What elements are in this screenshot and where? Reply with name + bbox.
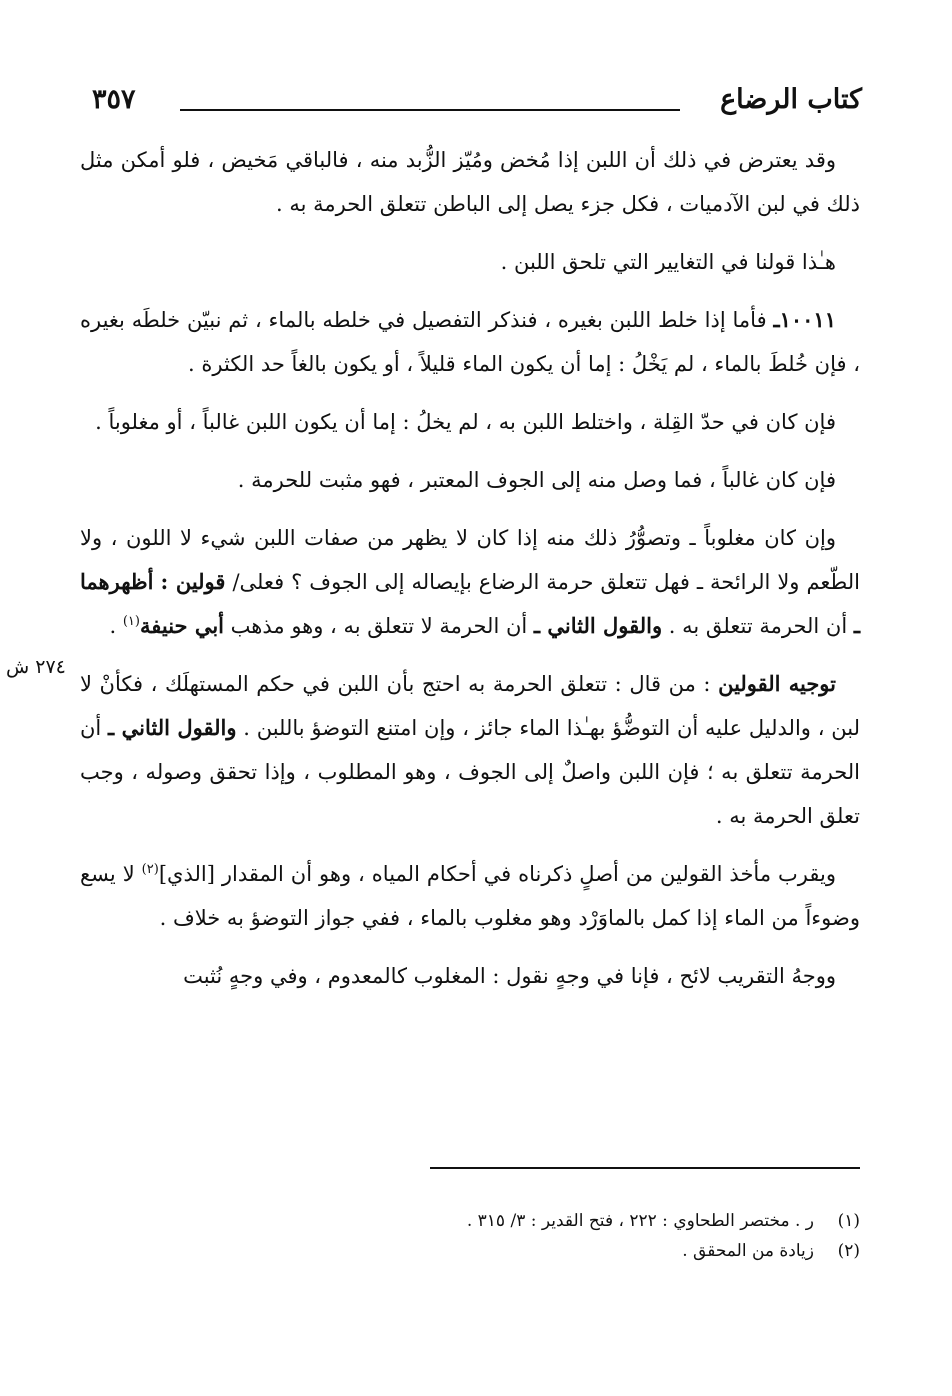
main-text xyxy=(80,138,860,1012)
paragraph-3 xyxy=(80,298,860,386)
footnote-text: ر . مختصر الطحاوي : ٢٢٢ ، فتح القدير : ٣/ ٣١٥ . xyxy=(466,1211,814,1231)
page-header xyxy=(92,82,862,122)
paragraph-6-end: . xyxy=(109,614,123,638)
paragraph-6-text-c: أن الحرمة تتعلق به . xyxy=(662,614,854,638)
footnote-2 xyxy=(90,1236,860,1266)
paragraph-6-text-d: أن الحرمة لا تتعلق به ، وهو مذهب xyxy=(224,614,534,638)
paragraph-2: هـٰذا قولنا في التغايير التي تلحق اللبن . xyxy=(500,250,836,274)
paragraph-7-text-a: : من قال : تتعلق الحرمة به احتج بأن اللبن في حكم المستهلَك ، فكأنْ لا لبن ، والدليل عليه أن التوضُّؤ بهـٰذا الماء جائز ، وإن امتنع التوضؤ باللبن . xyxy=(80,672,860,740)
header-rule xyxy=(180,109,680,111)
paragraph-8 xyxy=(80,852,860,940)
issue-number: ١٠٠١١ـ xyxy=(773,307,836,332)
paragraph-4: فإن كان في حدّ القِلة ، واختلط اللبن به ، لم يخلُ : إما أن يكون اللبن غالباً ، أو مغلوباً . xyxy=(95,410,836,434)
bold-term-azharuhuma: أظهرهما ـ xyxy=(80,569,860,638)
paragraph-7 xyxy=(80,662,860,838)
paragraph-8-text-a: ويقرب مأخذ القولين من أصلٍ ذكرناه في أحكام المياه ، وهو أن المقدار [الذي] xyxy=(158,862,836,886)
footnote-number: (٢) xyxy=(837,1241,860,1261)
manuscript-folio-note: ٢٧٤ ش xyxy=(6,656,66,678)
bold-term-qawlayn: قولين : xyxy=(160,569,226,594)
footnote-1 xyxy=(90,1206,860,1236)
bold-term-second-opinion: والقول الثاني ـ xyxy=(533,613,663,638)
paragraph-8-text-b: لا يسع وضوءاً من الماء إذا كمل بالماوَرْد وهو مغلوب بالماء ، ففي جواز التوضؤ به خلاف . xyxy=(80,862,860,930)
footnote-number: (١) xyxy=(837,1211,860,1231)
bold-term-abu-hanifa: أبي حنيفة xyxy=(139,613,224,638)
paragraph-1: وقد يعترض في ذلك أن اللبن إذا مُخض ومُيّز الزُّبد منه ، فالباقي مَخيض ، فلو أمكن مثل ذلك في لبن الآدميات ، فكل جزء يصل إلى الباطن تتعلق الحرمة به . xyxy=(80,148,860,216)
footnote-text: زيادة من المحقق . xyxy=(682,1241,814,1261)
paragraph-6-text-a: وإن كان مغلوباً ـ وتصوُّرُ ذلك منه إذا كان لا يظهر من صفات اللبن شيء لا اللون ، ولا الطّعم ولا الرائحة ـ فهل تتعلق حرمة الرضاع بإيصاله إلى الجوف ؟ فعلى/ xyxy=(80,526,861,594)
paragraph-6 xyxy=(80,516,860,648)
page-number: ٣٥٧ xyxy=(92,84,136,115)
footnote-ref-1: (١) xyxy=(122,614,140,629)
footnotes xyxy=(90,1206,860,1266)
paragraph-5: فإن كان غالباً ، فما وصل منه إلى الجوف المعتبر ، فهو مثبت للحرمة . xyxy=(237,468,836,492)
footnote-ref-2: (٢) xyxy=(141,862,159,877)
paragraph-7-text-b: أن الحرمة تتعلق به ؛ فإن اللبن واصلٌ إلى الجوف ، وهو المطلوب ، وإذا تحقق وصوله ، وجب تعلق الحرمة به . xyxy=(80,716,860,828)
chapter-title: كتاب الرضاع xyxy=(720,84,862,115)
paragraph-3-text: فأما إذا خلط اللبن بغيره ، فنذكر التفصيل في خلطه بالماء ، ثم نبيّن خلطَه بغيره ، فإن خُلطَ بالماء ، لم يَخْلُ : إما أن يكون الماء قليلاً ، أو يكون بالغاً حد الكثرة . xyxy=(80,308,860,376)
bold-term-second-opinion-2: والقول الثاني ـ xyxy=(108,715,237,740)
footnote-rule xyxy=(430,1167,860,1169)
bold-term-tawjih: توجيه القولين xyxy=(718,671,836,696)
paragraph-9: ووجهُ التقريب لائح ، فإنا في وجهٍ نقول : المغلوب كالمعدوم ، وفي وجهٍ نُثبت xyxy=(183,964,836,988)
